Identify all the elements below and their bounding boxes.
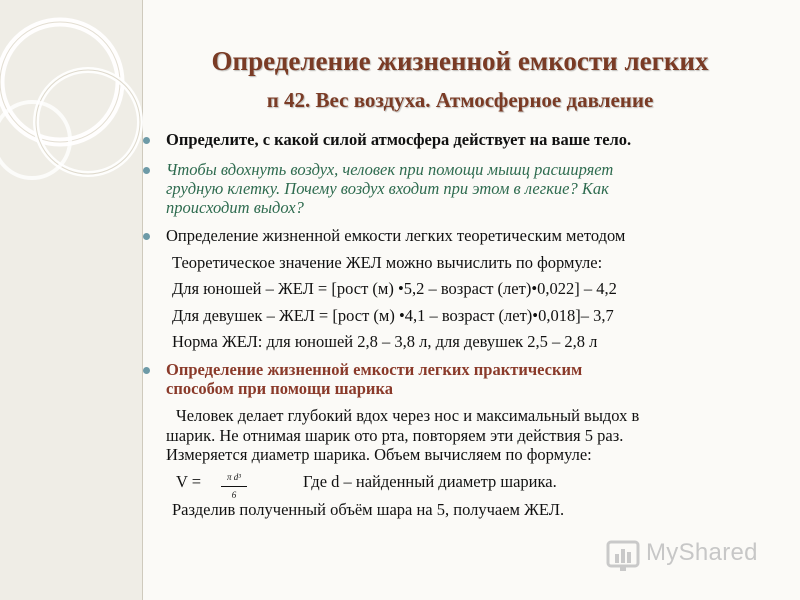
formula-where: Где d – найденный диаметр шарика. (303, 472, 557, 491)
theory-line-2: Для юношей – ЖЕЛ = [рост (м) •5,2 – возраст (лет)•0,022] – 4,2 (172, 279, 617, 298)
formula-lhs: V = (176, 472, 202, 491)
bullet-dot (143, 367, 150, 374)
watermark-text: MyShared (646, 539, 758, 566)
bullet-1-text: Определите, с какой силой атмосфера действует на ваше тело. (166, 130, 632, 149)
practice-line-2: шарик. Не отнимая шарик ото рта, повторяем эти действия 5 раз. (166, 426, 624, 445)
bullet-2-line-3: происходит выдох? (166, 198, 304, 217)
slide-subtitle: п 42. Вес воздуха. Атмосферное давление (266, 88, 654, 112)
theory-line-3: Для девушек – ЖЕЛ = [рост (м) •4,1 – возраст (лет)•0,018]– 3,7 (172, 306, 614, 325)
formula-numerator: π d³ (227, 472, 241, 482)
bullet-4-line-2: способом при помощи шарика (166, 379, 393, 398)
theory-line-1: Теоретическое значение ЖЕЛ можно вычислить по формуле: (172, 253, 603, 272)
bullet-4-line-1: Определение жизненной емкости легких практическим (166, 360, 583, 379)
practice-line-3: Измеряется диаметр шарика. Объем вычисляем по формуле: (166, 445, 592, 464)
final-line: Разделив полученный объём шара на 5, получаем ЖЕЛ. (172, 500, 565, 519)
bullet-2-line-2: грудную клетку. Почему воздух входит при этом в легкие? Как (166, 179, 609, 198)
formula-denominator: 6 (231, 490, 237, 500)
chart-logo-icon (606, 538, 642, 572)
practice-line-1: Человек делает глубокий вдох через нос и максимальный выдох в (176, 406, 640, 425)
bullet-dot (143, 167, 150, 174)
bullet-2-line-1: Чтобы вдохнуть воздух, человек при помощи мышц расширяет (166, 160, 614, 179)
bullet-dot (143, 137, 150, 144)
theory-line-4: Норма ЖЕЛ: для юношей 2,8 – 3,8 л, для девушек 2,5 – 2,8 л (172, 332, 598, 351)
bullet-dot (143, 233, 150, 240)
bullet-3-text: Определение жизненной емкости легких теоретическим методом (166, 226, 626, 245)
fraction-bar (221, 486, 247, 487)
slide-title: Определение жизненной емкости легких (211, 46, 709, 76)
myshared-logo (606, 538, 776, 572)
